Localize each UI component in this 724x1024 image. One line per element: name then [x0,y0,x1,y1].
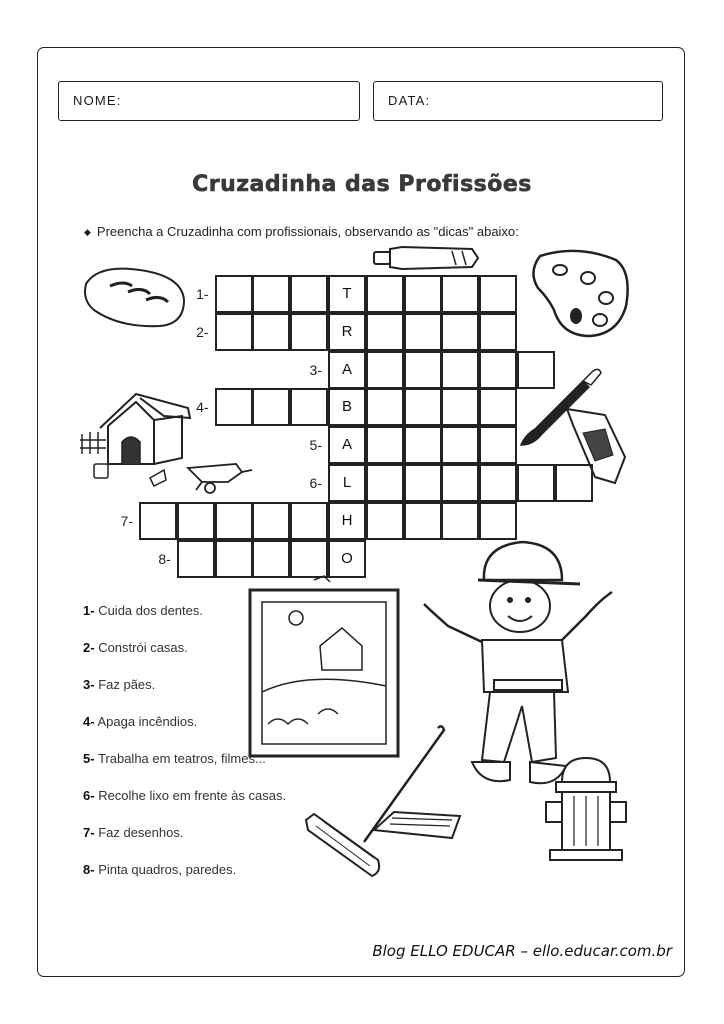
paint-roller-icon [300,722,450,882]
answer-cell[interactable] [366,502,404,540]
answer-cell[interactable] [366,388,404,426]
row-number-label: 4- [196,399,209,416]
answer-cell[interactable] [479,313,517,351]
clue-number: 1- [83,603,95,618]
answer-cell[interactable] [479,351,517,389]
clue-number: 2- [83,640,95,655]
clue-number: 3- [83,677,95,692]
answer-cell[interactable] [441,426,479,464]
answer-cell[interactable] [441,313,479,351]
answer-cell[interactable] [177,540,215,578]
paint-tube-icon [372,243,482,273]
answer-cell[interactable] [404,464,442,502]
answer-cell[interactable] [404,426,442,464]
answer-cell[interactable] [366,313,404,351]
wheelbarrow-icon [92,456,252,496]
instruction-text: Preencha a Cruzadinha com profissionais, observando as "dicas" abaixo: [96,224,519,239]
keyword-letter: A [341,360,352,378]
answer-cell[interactable] [404,351,442,389]
keyword-letter: L [342,474,352,491]
row-number-label: 1- [196,286,209,302]
clue-3 [83,677,155,692]
clue-text: Pinta quadros, paredes. [98,862,237,877]
row-number-label: 6- [309,475,322,491]
clue-text: Cuida dos dentes. [98,603,203,618]
answer-cell[interactable] [441,275,479,313]
clue-2 [83,640,188,655]
clue-1 [83,603,203,618]
answer-cell[interactable] [290,275,328,313]
answer-cell[interactable] [290,540,328,578]
keyword-letter: A [341,436,352,454]
row-number-label: 3- [309,361,322,378]
answer-cell[interactable] [290,388,328,426]
answer-cell[interactable] [366,351,404,389]
row-number-label: 2- [196,323,209,340]
answer-cell[interactable] [215,388,253,426]
keyword-letter: O [341,549,353,567]
answer-cell[interactable] [404,313,442,351]
clue-6 [83,788,286,803]
clue-text: Faz pães. [98,677,156,692]
clue-number: 5- [83,751,95,766]
answer-cell[interactable] [252,540,290,578]
clue-7 [83,825,183,840]
answer-cell[interactable] [252,502,290,540]
answer-cell[interactable] [366,426,404,464]
paintbrush-icon [515,365,630,490]
clue-4 [83,714,197,729]
answer-cell[interactable] [215,275,253,313]
keyword-letter: R [341,322,353,340]
answer-cell[interactable] [290,313,328,351]
keyword-letter: T [342,285,352,302]
answer-cell[interactable] [252,275,290,313]
answer-cell[interactable] [215,313,253,351]
date-label: DATA: [388,93,431,108]
answer-cell[interactable] [479,426,517,464]
row-number-label: 5- [309,437,322,454]
clue-text: Trabalha em teatros, filmes... [97,751,266,766]
clue-number: 8- [83,862,95,877]
answer-cell[interactable] [404,388,442,426]
answer-cell[interactable] [404,275,442,313]
bullet-icon: ◆ [84,227,91,237]
clue-text: Constrói casas. [98,640,188,655]
answer-cell[interactable] [366,275,404,313]
clue-number: 7- [83,825,95,840]
answer-cell[interactable] [215,540,253,578]
keyword-letter: H [341,511,353,529]
bread-loaf-icon [80,262,190,332]
answer-cell[interactable] [479,275,517,313]
answer-cell[interactable] [441,464,479,502]
answer-cell[interactable] [441,351,479,389]
instruction [84,224,519,239]
answer-cell[interactable] [366,464,404,502]
clue-text: Faz desenhos. [98,825,184,840]
row-number-label: 7- [120,512,133,529]
name-field[interactable] [58,81,360,121]
answer-cell[interactable] [215,502,253,540]
footer-credit: Blog ELLO EDUCAR – ello.educar.com.br [372,942,672,960]
date-field[interactable] [373,81,663,121]
name-label: NOME: [73,93,122,108]
answer-cell[interactable] [441,388,479,426]
clue-text: Recolhe lixo em frente às casas. [98,788,287,803]
fire-hydrant-icon [540,752,632,864]
answer-cell[interactable] [479,388,517,426]
answer-cell[interactable] [479,464,517,502]
clue-number: 4- [83,714,95,729]
row-number-label: 8- [158,550,171,567]
answer-cell[interactable] [177,502,215,540]
clue-5 [83,751,266,766]
clue-number: 6- [83,788,95,803]
paint-palette-icon [528,248,632,340]
page-title: Cruzadinha das Profissões [192,172,532,197]
answer-cell[interactable] [252,313,290,351]
keyword-letter: B [341,398,352,416]
clue-8 [83,862,236,877]
clue-text: Apaga incêndios. [97,714,198,729]
answer-cell[interactable] [290,502,328,540]
answer-cell[interactable] [139,502,177,540]
dustpan-icon [372,808,466,842]
answer-cell[interactable] [252,388,290,426]
